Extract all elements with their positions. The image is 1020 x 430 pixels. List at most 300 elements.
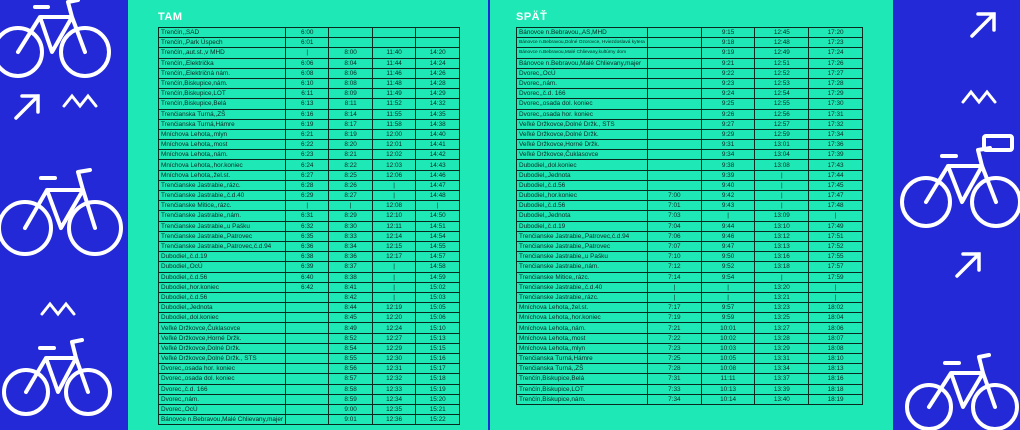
table-row [517,343,863,353]
departure-time: 17:59 [809,272,863,282]
departure-time [416,38,460,48]
departure-time: 12:48 [755,38,809,48]
departure-time: 6:38 [286,252,329,262]
table-row [159,170,460,180]
departure-time [647,58,701,68]
departure-time: 12:45 [755,28,809,38]
stop-name: Trenčín,Biskupice,LOT [159,89,286,99]
departure-time: 17:31 [809,109,863,119]
departure-time: 15:17 [416,364,460,374]
departure-time [286,323,329,333]
departure-time [647,129,701,139]
departure-time: 12:34 [372,394,416,404]
departure-time: | [809,211,863,221]
departure-time: 6:29 [286,191,329,201]
table-row [159,68,460,78]
departure-time: 8:19 [329,129,372,139]
table-row [159,292,460,302]
departure-time: 7:03 [647,211,701,221]
stop-name: Trenčín,Biskupice,Belá [517,374,648,384]
departure-time: 9:46 [701,231,755,241]
table-row [517,58,863,68]
stop-name: Trenčín,,Električka [159,58,286,68]
table-row [159,323,460,333]
departure-time: | [286,201,329,211]
departure-time: 15:06 [416,313,460,323]
departure-time: 12:30 [372,354,416,364]
table-row [517,78,863,88]
stop-name: Dubodiel,,dol.koniec [159,313,286,323]
stop-name: Dubodiel,,č.d.19 [159,252,286,262]
table-row [159,99,460,109]
departure-time: 17:24 [809,48,863,58]
table-row [159,48,460,58]
stop-name: Trenčianske Jastrabie,,u Pašku [517,252,648,262]
table-row [517,129,863,139]
departure-time: | [372,282,416,292]
table-row [159,303,460,313]
departure-time: 12:14 [372,231,416,241]
table-row [517,119,863,129]
departure-time: 18:18 [809,384,863,394]
departure-time: 17:39 [809,150,863,160]
departure-time: 9:23 [701,78,755,88]
departure-time [647,170,701,180]
departure-time [647,89,701,99]
departure-time [416,28,460,38]
departure-time: 6:22 [286,140,329,150]
table-row [517,109,863,119]
departure-time: 13:31 [755,354,809,364]
table-row [159,272,460,282]
departure-time: 17:34 [809,129,863,139]
departure-time [647,119,701,129]
departure-time: | [372,262,416,272]
departure-time: 8:08 [329,78,372,88]
departure-time [286,354,329,364]
departure-time: 8:56 [329,364,372,374]
table-row [517,150,863,160]
departure-time: 8:04 [329,58,372,68]
departure-time: 8:38 [329,272,372,282]
departure-time: 9:21 [701,58,755,68]
departure-time: 14:40 [416,129,460,139]
stop-name: Veľké Držkovce,Čuklasovce [159,323,286,333]
stop-name: Dubodiel,,č.d.56 [517,201,648,211]
table-row [159,241,460,251]
departure-time: 8:41 [329,282,372,292]
table-row [517,201,863,211]
departure-time: 10:03 [701,343,755,353]
departure-time: | [647,282,701,292]
departure-time [647,160,701,170]
departure-time: 9:44 [701,221,755,231]
departure-time: 8:45 [329,313,372,323]
stop-name: Veľké Držkovce,Dolné Držk. [159,343,286,353]
stop-name: Dvorec,,č.d. 166 [517,89,648,99]
right-background [893,0,1020,430]
departure-time: 8:26 [329,180,372,190]
table-row [159,129,460,139]
departure-time: 10:14 [701,394,755,404]
departure-time: 7:21 [647,323,701,333]
departure-time: 9:24 [701,89,755,99]
stop-name: Dvorec,,osada dol. koniec [517,99,648,109]
stop-name: Trenčianske Jastrabie,,Patrovec [159,231,286,241]
departure-time: 6:23 [286,150,329,160]
departure-time: 7:04 [647,221,701,231]
stop-name: Dubodiel,,č.d.56 [159,272,286,282]
stop-name: Bánovce n.Bebravou,Malé Chlievany,majer [159,415,286,425]
departure-time: 15:05 [416,303,460,313]
departure-time: 6:39 [286,262,329,272]
table-row [159,89,460,99]
departure-time: 12:32 [372,374,416,384]
departure-time: 10:08 [701,364,755,374]
departure-time: 9:38 [701,160,755,170]
departure-time: 7:28 [647,364,701,374]
table-row [517,394,863,404]
departure-time: 6:21 [286,129,329,139]
stop-name: Dubodiel,,hor.koniec [159,282,286,292]
departure-time: | [372,180,416,190]
departure-time: 8:20 [329,140,372,150]
departure-time: 7:07 [647,241,701,251]
stop-name: Dubodiel,,č.d.56 [159,292,286,302]
table-row [159,201,460,211]
departure-time [647,68,701,78]
table-row [159,404,460,414]
departure-time: 13:12 [755,231,809,241]
departure-time: 12:36 [372,415,416,425]
departure-time: 6:00 [286,28,329,38]
departure-time: 11:52 [372,99,416,109]
stop-name: Trenčianske Mitice,,rázc. [159,201,286,211]
zigzag-icon [62,92,102,110]
stop-name: Trenčín,,Park Úspech [159,38,286,48]
departure-time: 13:27 [755,323,809,333]
table-row [517,313,863,323]
departure-time: 8:55 [329,354,372,364]
departure-time: 11:55 [372,109,416,119]
departure-time: 14:43 [416,160,460,170]
arrow-chevron-icon [953,250,983,280]
departure-time: 12:06 [372,170,416,180]
stop-name: Dvorec,,nám. [159,394,286,404]
departure-time: 15:20 [416,394,460,404]
departure-time: 6:36 [286,241,329,251]
departure-time: 7:34 [647,394,701,404]
departure-time: 9:43 [701,201,755,211]
departure-time [286,384,329,394]
spat-panel [490,0,893,430]
departure-time: | [416,201,460,211]
stop-name: Dvorec,,osada dol. koniec [159,374,286,384]
departure-time: 12:57 [755,119,809,129]
stop-name: Veľké Držkovce,Dolné Držk., STS [159,354,286,364]
departure-time: 18:04 [809,313,863,323]
departure-time: 14:54 [416,231,460,241]
table-row [517,292,863,302]
departure-time: 7:22 [647,333,701,343]
table-row [159,333,460,343]
departure-time: 13:18 [755,262,809,272]
departure-time: | [701,211,755,221]
bicycle-icon [903,335,1020,430]
departure-time: 13:29 [755,343,809,353]
table-row [159,119,460,129]
stop-name: Trenčianska Turná,,ZŠ [517,364,648,374]
departure-time: 15:10 [416,323,460,333]
stop-name: Mníchova Lehota,,nám. [159,150,286,160]
departure-time: 13:39 [755,384,809,394]
stop-name: Trenčín,,SAD [159,28,286,38]
departure-time: 7:06 [647,231,701,241]
departure-time: 13:04 [755,150,809,160]
stop-name: Dvorec,,osada hor. koniec [517,109,648,119]
departure-time [286,364,329,374]
stop-name: Mníchova Lehota,,most [159,140,286,150]
tam-title: TAM [158,11,183,23]
stop-name: Trenčianske Jastrabie,,č.d.40 [517,282,648,292]
departure-time: 11:40 [372,48,416,58]
departure-time: 18:07 [809,333,863,343]
departure-time: 10:05 [701,354,755,364]
departure-time: 12:33 [372,384,416,394]
departure-time: 8:21 [329,150,372,160]
departure-time: 8:00 [329,48,372,58]
table-row [517,38,863,48]
departure-time: 8:17 [329,119,372,129]
table-row [517,221,863,231]
departure-time: 14:20 [416,48,460,58]
stop-name: Trenčianske Jastrabie,,Patrovec [517,241,648,251]
departure-time: 12:08 [372,201,416,211]
table-row [517,303,863,313]
departure-time: 15:15 [416,343,460,353]
departure-time: 9:54 [701,272,755,282]
departure-time: 13:23 [755,303,809,313]
departure-time: 8:54 [329,343,372,353]
zigzag-icon [961,88,1001,106]
departure-time: 12:24 [372,323,416,333]
departure-time: | [755,180,809,190]
departure-time [286,374,329,384]
departure-time: 9:42 [701,191,755,201]
departure-time: 15:13 [416,333,460,343]
departure-time: 9:29 [701,129,755,139]
departure-time: 14:59 [416,272,460,282]
departure-time: 9:47 [701,241,755,251]
departure-time: 13:25 [755,313,809,323]
departure-time: | [372,272,416,282]
departure-time: 8:37 [329,262,372,272]
table-row [159,262,460,272]
departure-time: 17:26 [809,58,863,68]
table-row [159,374,460,384]
departure-time: 17:27 [809,68,863,78]
departure-time: 6:01 [286,38,329,48]
table-row [517,68,863,78]
departure-time: 6:31 [286,211,329,221]
table-row [517,252,863,262]
table-row [159,384,460,394]
stop-name: Trenčianske Jastrabie,,č.d.40 [159,191,286,201]
departure-time: 13:08 [755,160,809,170]
departure-time: 17:20 [809,28,863,38]
departure-time [372,28,416,38]
departure-time [647,48,701,58]
table-row [517,48,863,58]
stop-name: Trenčianske Jastrabie,,Patrovec,č.d.94 [517,231,648,241]
stop-name: Bánovce n.Bebravou,Malé Chlievany,kultúrny dom [517,48,648,58]
departure-time: 9:39 [701,170,755,180]
departure-time: 14:26 [416,68,460,78]
departure-time: 13:01 [755,140,809,150]
stop-name: Mníchova Lehota,,mlyn [517,343,648,353]
bicycle-icon [0,0,110,92]
departure-time: 8:36 [329,252,372,262]
departure-time: 14:57 [416,252,460,262]
departure-time: 14:35 [416,109,460,119]
bicycle-icon [898,130,1020,240]
departure-time: 15:19 [416,384,460,394]
table-row [517,384,863,394]
departure-time: 9:27 [701,119,755,129]
departure-time: | [755,272,809,282]
table-row [159,282,460,292]
table-row [517,160,863,170]
stop-name: Bánovce n.Bebravou,,AS,MHD [517,28,648,38]
departure-time: 14:46 [416,170,460,180]
departure-time: 14:28 [416,78,460,88]
stop-name: Dvorec,,OcÚ [517,68,648,78]
departure-time: 17:44 [809,170,863,180]
departure-time [329,28,372,38]
departure-time: 6:32 [286,221,329,231]
departure-time: 7:33 [647,384,701,394]
departure-time: 8:52 [329,333,372,343]
table-row [159,354,460,364]
stop-name: Dvorec,,nám. [517,78,648,88]
departure-time: 17:29 [809,89,863,99]
departure-time: 17:30 [809,99,863,109]
table-row [159,313,460,323]
departure-time: 8:27 [329,191,372,201]
bicycle-icon [0,148,125,268]
departure-time: 6:11 [286,89,329,99]
departure-time: 12:02 [372,150,416,160]
departure-time: 11:46 [372,68,416,78]
departure-time: 10:01 [701,323,755,333]
departure-time: 9:15 [701,28,755,38]
departure-time: 6:40 [286,272,329,282]
spat-title: SPÄŤ [516,11,548,23]
stop-name: Mníchova Lehota,,hor.koniec [159,160,286,170]
table-row [517,333,863,343]
departure-time: 6:19 [286,119,329,129]
table-row [517,231,863,241]
departure-time: 18:16 [809,374,863,384]
table-row [517,272,863,282]
departure-time: 12:29 [372,343,416,353]
departure-time: 6:28 [286,180,329,190]
table-row [517,262,863,272]
table-row [517,323,863,333]
departure-time: 15:18 [416,374,460,384]
departure-time: 8:29 [329,211,372,221]
table-row [517,374,863,384]
stop-name: Mníchova Lehota,,nám. [517,323,648,333]
departure-time: 12:01 [372,140,416,150]
table-row [159,394,460,404]
departure-time: 12:00 [372,129,416,139]
stop-name: Veľké Držkovce,Horné Držk. [159,333,286,343]
table-row [517,241,863,251]
departure-time: 9:01 [329,415,372,425]
departure-time: 6:10 [286,78,329,88]
departure-time: 18:02 [809,303,863,313]
departure-time: | [372,292,416,302]
departure-time: 17:45 [809,180,863,190]
stop-name: Trenčín,Biskupice,nám. [159,78,286,88]
table-row [159,191,460,201]
table-row [159,415,460,425]
departure-time: 17:47 [809,191,863,201]
stop-name: Trenčín,Biskupice,Belá [159,99,286,109]
departure-time: 10:13 [701,384,755,394]
departure-time: 13:13 [755,241,809,251]
departure-time: 12:35 [372,404,416,414]
departure-time: 14:38 [416,119,460,129]
stop-name: Trenčianske Jastrabie,,Patrovec,č.d.94 [159,241,286,251]
departure-time [286,333,329,343]
departure-time: 14:55 [416,241,460,251]
table-row [159,180,460,190]
departure-time: 13:21 [755,292,809,302]
departure-time: 12:59 [755,129,809,139]
departure-time: 14:42 [416,150,460,160]
stop-name: Trenčín,,aut.st.,v MHD [159,48,286,58]
departure-time [647,28,701,38]
stop-name: Veľké Držkovce,Horné Držk. [517,140,648,150]
departure-time: 9:31 [701,140,755,150]
departure-time [647,150,701,160]
table-row [517,191,863,201]
stop-name: Dvorec,,č.d. 166 [159,384,286,394]
departure-time: | [755,170,809,180]
stop-name: Dubodiel,,Jednota [159,303,286,313]
departure-time: 6:42 [286,282,329,292]
departure-time: 18:19 [809,394,863,404]
table-row [517,211,863,221]
stop-name: Bánovce n.Bebravou,Malé Chlievany,majer [517,58,648,68]
stop-name: Mníchova Lehota,,žel.st. [517,303,648,313]
departure-time: | [647,292,701,302]
departure-time: 8:34 [329,241,372,251]
stop-name: Trenčín,,Električná nám. [159,68,286,78]
departure-time: 8:59 [329,394,372,404]
departure-time: 14:29 [416,89,460,99]
table-row [159,221,460,231]
departure-time: 14:50 [416,211,460,221]
arrow-chevron-icon [968,10,998,40]
departure-time: 14:51 [416,221,460,231]
departure-time: 8:44 [329,303,372,313]
departure-time: 17:51 [809,231,863,241]
departure-time: 14:32 [416,99,460,109]
table-row [517,28,863,38]
